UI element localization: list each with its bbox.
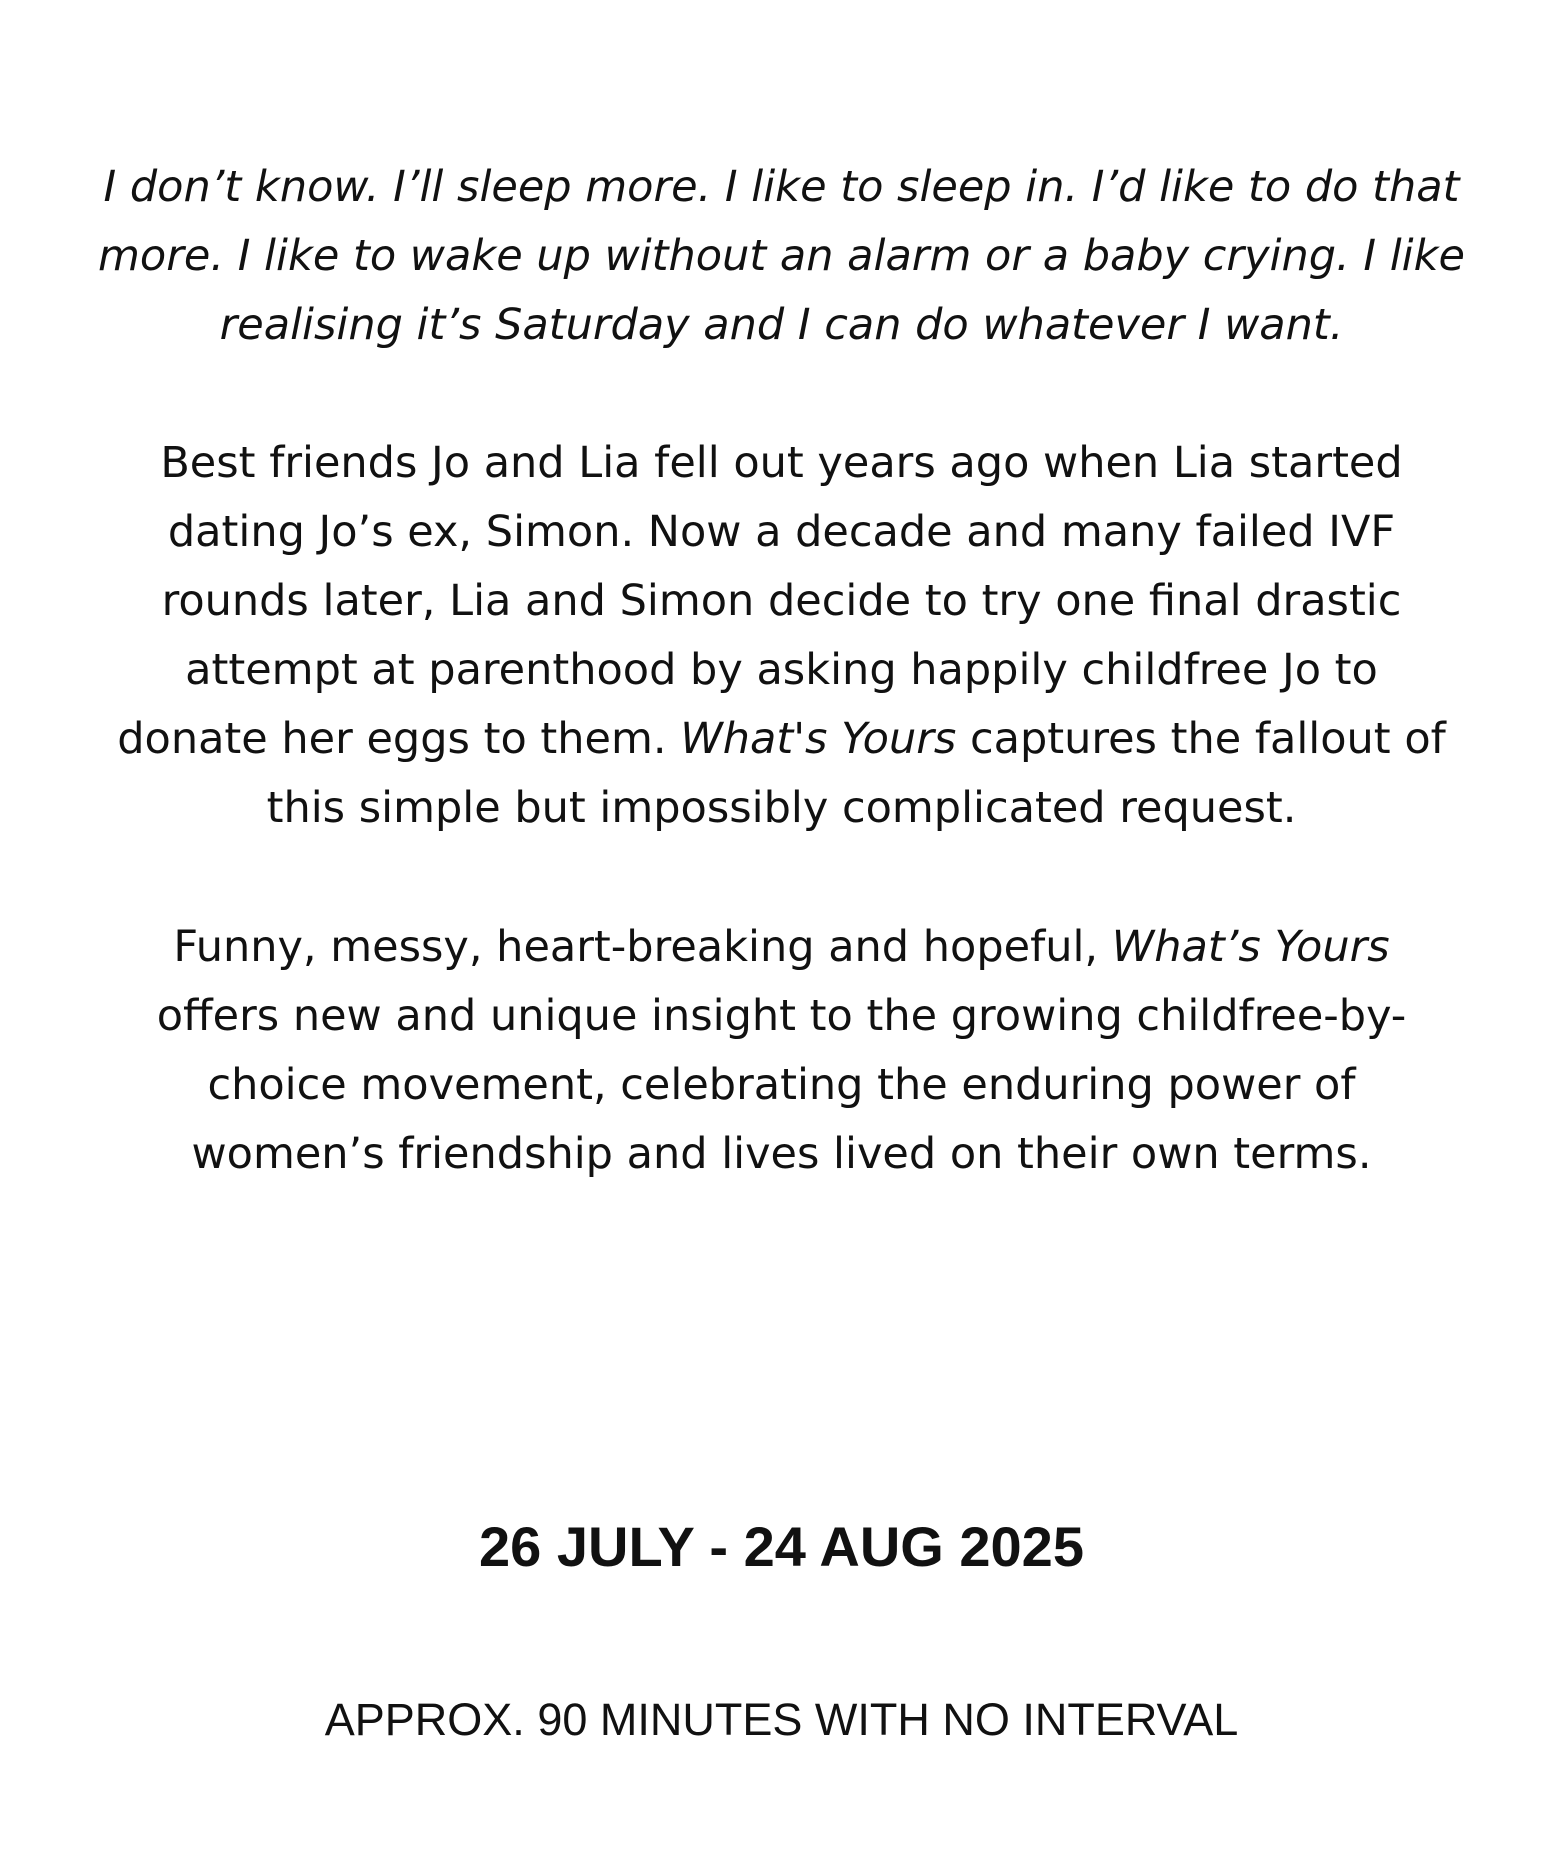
synopsis-paragraph <box>60 429 1503 843</box>
running-time: APPROX. 90 MINUTES WITH NO INTERVAL <box>324 1694 1239 1745</box>
quote-line: I don’t know. I’ll sleep more. I like to sleep in. I’d like to do that <box>103 162 1460 212</box>
quote-line: more. I like to wake up without an alarm or a baby crying. I like <box>98 231 1465 281</box>
tagline-paragraph <box>60 913 1503 1189</box>
show-title: What's Yours <box>680 714 957 764</box>
show-title: What’s Yours <box>1111 922 1390 972</box>
tagline-line: choice movement, celebrating the enduring power of <box>207 1060 1356 1110</box>
tagline-line-start: Funny, messy, heart-breaking and hopeful, <box>173 922 1112 972</box>
synopsis-line: rounds later, Lia and Simon decide to try one final drastic <box>161 576 1402 626</box>
quote-paragraph <box>60 153 1503 360</box>
tagline-line: offers new and unique insight to the growing childfree-by- <box>156 991 1407 1041</box>
synopsis-line-end: captures the fallout of <box>956 714 1446 764</box>
quote-line: realising it’s Saturday and I can do whatever I want. <box>219 300 1344 350</box>
synopsis-line: this simple but impossibly complicated request. <box>266 783 1297 833</box>
synopsis-line-start: donate her eggs to them. <box>117 714 681 764</box>
synopsis-line: dating Jo’s ex, Simon. Now a decade and many failed IVF <box>167 507 1396 557</box>
tagline-line: women’s friendship and lives lived on their own terms. <box>191 1129 1372 1179</box>
run-dates: 26 JULY - 24 AUG 2025 <box>479 1515 1084 1578</box>
synopsis-line: attempt at parenthood by asking happily childfree Jo to <box>185 645 1378 695</box>
synopsis-line: Best friends Jo and Lia fell out years ago when Lia started <box>160 438 1403 488</box>
